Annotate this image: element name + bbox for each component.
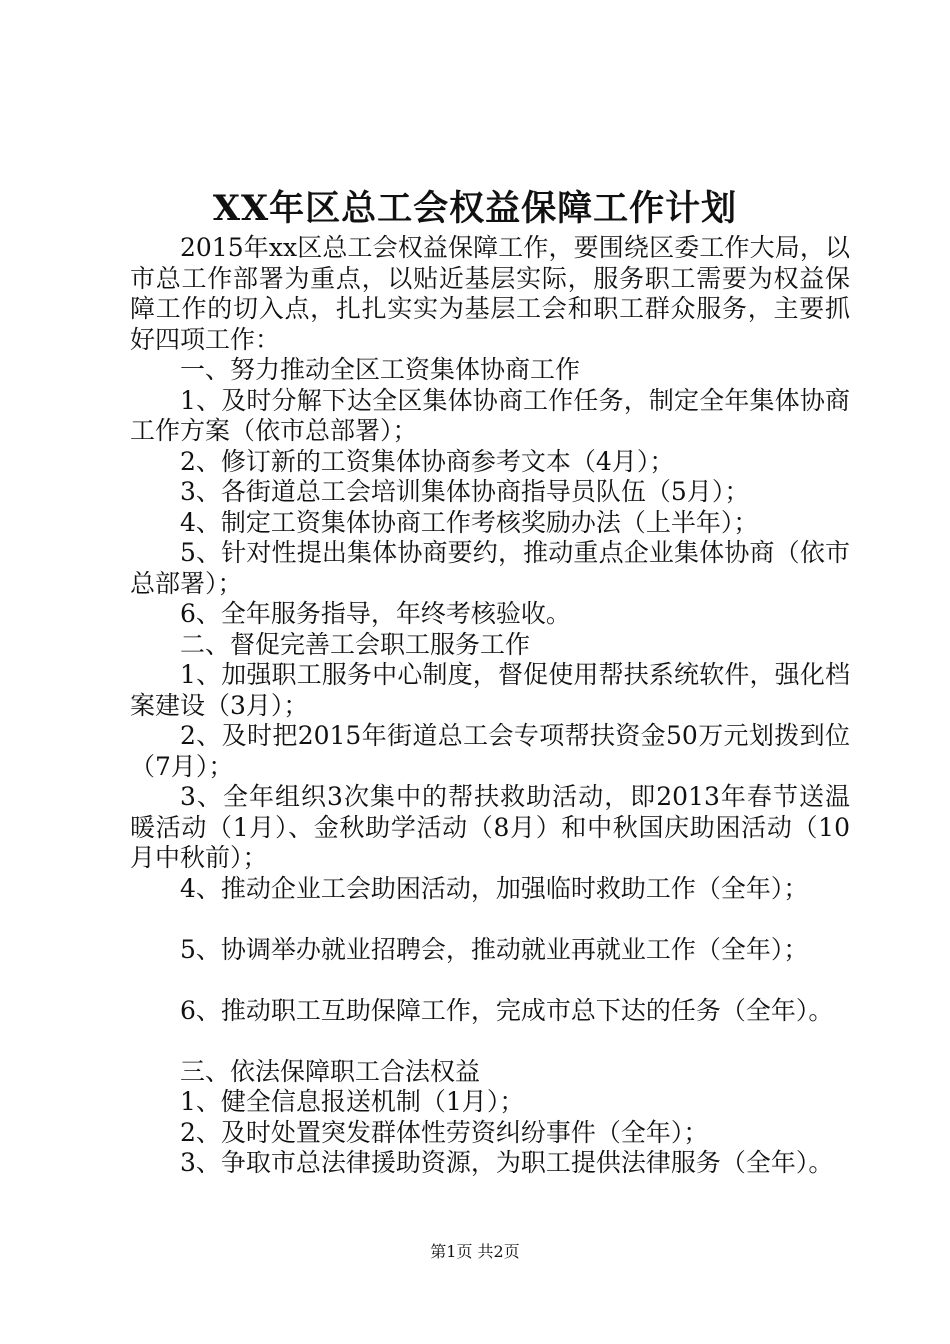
list-item: 3、各街道总工会培训集体协商指导员队伍（5月）；: [180, 477, 750, 506]
section-heading-3: 三、依法保障职工合法权益: [180, 1056, 481, 1086]
list-item: 1、健全信息报送机制（1月）；: [180, 1087, 525, 1116]
list-item: 1、加强职工服务中心制度，督促使用帮扶系统软件，强化档案建设（3月）；: [130, 660, 850, 720]
list-item: 2、及时把2015年街道总工会专项帮扶资金50万元划拨到位（7月）；: [130, 721, 850, 781]
document-title: XX年区总工会权益保障工作计划: [212, 188, 738, 229]
list-item: 4、推动企业工会助困活动，加强临时救助工作（全年）；: [180, 873, 809, 903]
list-item: 6、推动职工互助保障工作，完成市总下达的任务（全年）。: [180, 995, 834, 1025]
list-item: 2、修订新的工资集体协商参考文本（4月）；: [180, 446, 675, 476]
intro-paragraph: 2015年xx区总工会权益保障工作，要围绕区委工作大局，以市总工作部署为重点，以贴近基层实际，服务职工需要为权益保障工作的切入点，扎扎实实为基层工会和职工群众服务，主要抓好四项工作：: [130, 233, 850, 354]
page-footer: 第1页 共2页: [430, 1242, 520, 1261]
section-heading-2: 二、督促完善工会职工服务工作: [180, 629, 531, 659]
list-item: 4、制定工资集体协商工作考核奖励办法（上半年）；: [180, 507, 759, 537]
section-heading-1: 一、努力推动全区工资集体协商工作: [180, 355, 581, 384]
list-item: 1、及时分解下达全区集体协商工作任务，制定全年集体协商工作方案（依市总部署）；: [130, 385, 850, 445]
list-item: 3、全年组织3次集中的帮扶救助活动，即2013年春节送温暖活动（1月）、金秋助学活动（8月）和中秋国庆助困活动（10月中秋前）；: [130, 782, 850, 872]
list-item: 3、争取市总法律援助资源，为职工提供法律服务（全年）。: [180, 1148, 834, 1177]
list-item: 5、针对性提出集体协商要约，推动重点企业集体协商（依市总部署）；: [130, 538, 850, 598]
list-item: 5、协调举办就业招聘会，推动就业再就业工作（全年）；: [180, 934, 809, 964]
document-body: [130, 233, 850, 1179]
list-item: 2、及时处置突发群体性劳资纠纷事件（全年）；: [180, 1117, 709, 1147]
list-item: 6、全年服务指导，年终考核验收。: [180, 599, 571, 628]
